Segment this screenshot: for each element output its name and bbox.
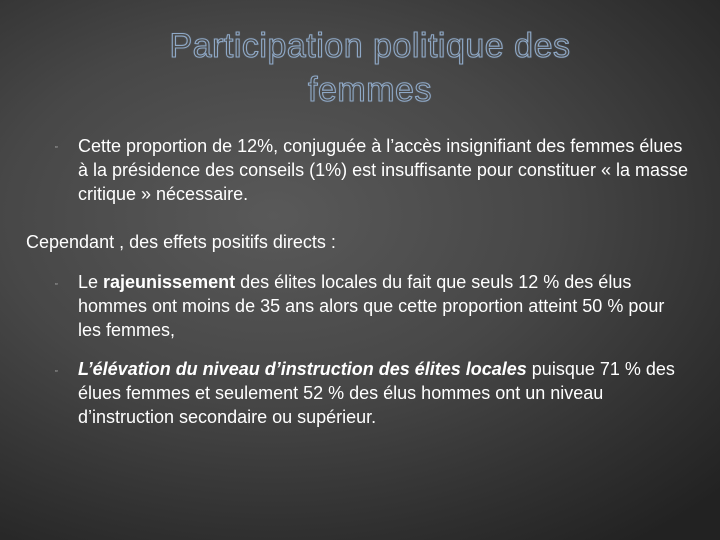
bullet-paragraph-2 [78, 270, 688, 342]
bullet-marker-icon: ▫ [55, 368, 58, 375]
bullet-3-text: puisque 71 % des élues femmes et seulement 52 % des élus hommes ont un niveau d’instruction secondaire ou supérieur. [78, 359, 675, 427]
bullet-marker-icon: ▫ [55, 144, 58, 151]
bullet-paragraph-1: Cette proportion de 12%, conjuguée à l’accès insignifiant des femmes élues à la présidence des conseils (1%) est insuffisante pour constituer « la masse critique » nécessaire. [78, 136, 688, 204]
intro-line: Cependant , des effets positifs directs : [26, 232, 336, 252]
slide-title: Participation politique des femmes [169, 27, 571, 109]
bullet-marker-icon: ▫ [55, 281, 58, 288]
bullet-3-emphasis: L’élévation du niveau d’instruction des élites locales [78, 359, 527, 379]
bullet-2-emphasis: rajeunissement [103, 272, 236, 292]
bullet-2-lead: Le [78, 272, 104, 292]
bullet-paragraph-3 [78, 357, 688, 429]
bullet-2-text: des élites locales du fait que seuls 12 % des élus hommes ont moins de 35 ans alors que cette proportion atteint 50 % pour les femmes, [78, 272, 665, 340]
